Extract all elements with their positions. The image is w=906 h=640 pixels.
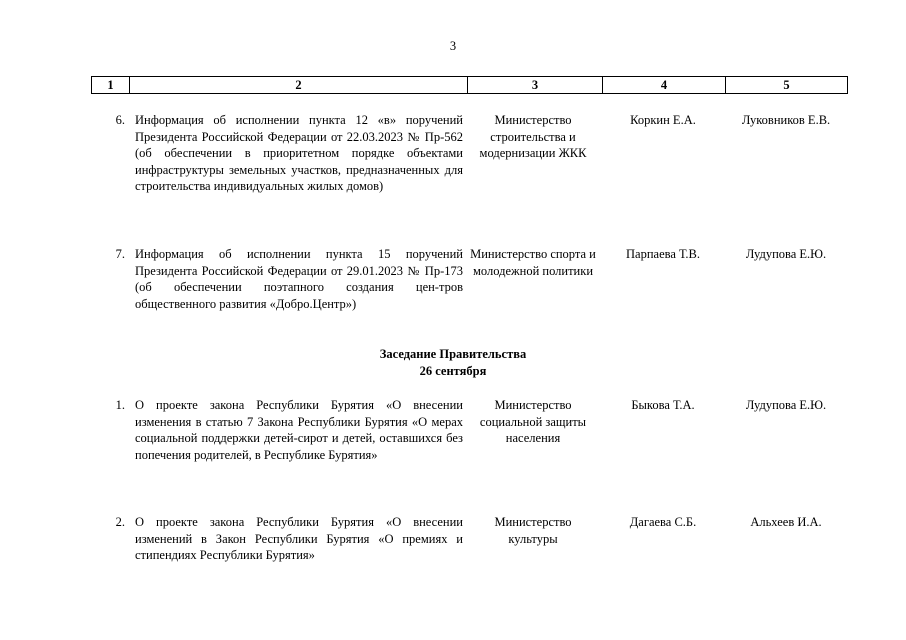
- item-responsible: Парпаева Т.В.: [626, 247, 700, 261]
- column-header-row: [92, 77, 848, 94]
- item-ministry: Министерство культуры: [494, 515, 572, 546]
- item-description: Информация об исполнении пункта 12 «в» поручений Президента Российской Федерации от 22.03.2023 № Пр-562 (об обеспечении в приоритетном порядке объектами инфраструктуры земельных участков, предназначенных для строительства индивидуальных жилых домов): [135, 113, 463, 194]
- item-ministry: Министерство спорта и молодежной политики: [470, 247, 596, 278]
- column-header-1: 1: [92, 77, 130, 94]
- item-description: Информация об исполнении пункта 15 поручений Президента Российской Федерации от 29.01.2023 № Пр-173 (об обеспечении поэтапного создания цен-тров общественного развития «Добро.Центр»): [135, 247, 463, 311]
- section-heading: [0, 346, 906, 379]
- item-coexecutor: Лудупова Е.Ю.: [745, 247, 827, 261]
- section-date: 26 сентября: [419, 363, 487, 378]
- item-responsible: Дагаева С.Б.: [629, 515, 697, 529]
- item-coexecutor: Альхеев И.А.: [750, 515, 822, 529]
- item-number: 1.: [115, 398, 125, 412]
- item-coexecutor: Луковников Е.В.: [741, 113, 831, 127]
- item-number: 6.: [115, 113, 125, 127]
- column-header-2: 2: [130, 77, 468, 94]
- item-number: 2.: [115, 515, 125, 529]
- item-coexecutor: Лудупова Е.Ю.: [745, 398, 827, 412]
- item-ministry: Министерство социальной защиты населения: [479, 398, 587, 446]
- column-header-3: 3: [468, 77, 603, 94]
- item-ministry: Министерство строительства и модернизации ЖКК: [479, 113, 587, 161]
- item-number: 7.: [115, 247, 125, 261]
- item-responsible: Коркин Е.А.: [630, 113, 696, 127]
- column-header-4: 4: [603, 77, 726, 94]
- section-title: Заседание Правительства: [379, 347, 527, 361]
- item-responsible: Быкова Т.А.: [631, 398, 695, 412]
- item-description: О проекте закона Республики Бурятия «О внесении изменений в Закон Республики Бурятия «О премиях и стипендиях Республики Бурятия»: [135, 515, 463, 563]
- page-number: 3: [449, 39, 457, 53]
- column-header-5: 5: [726, 77, 848, 94]
- item-description: О проекте закона Республики Бурятия «О внесении изменения в статью 7 Закона Республики Бурятия «О мерах социальной поддержки детей-сирот и детей, оставшихся без попечения родителей, в Республике Бурятия»: [135, 398, 463, 462]
- column-header-table: [91, 76, 848, 94]
